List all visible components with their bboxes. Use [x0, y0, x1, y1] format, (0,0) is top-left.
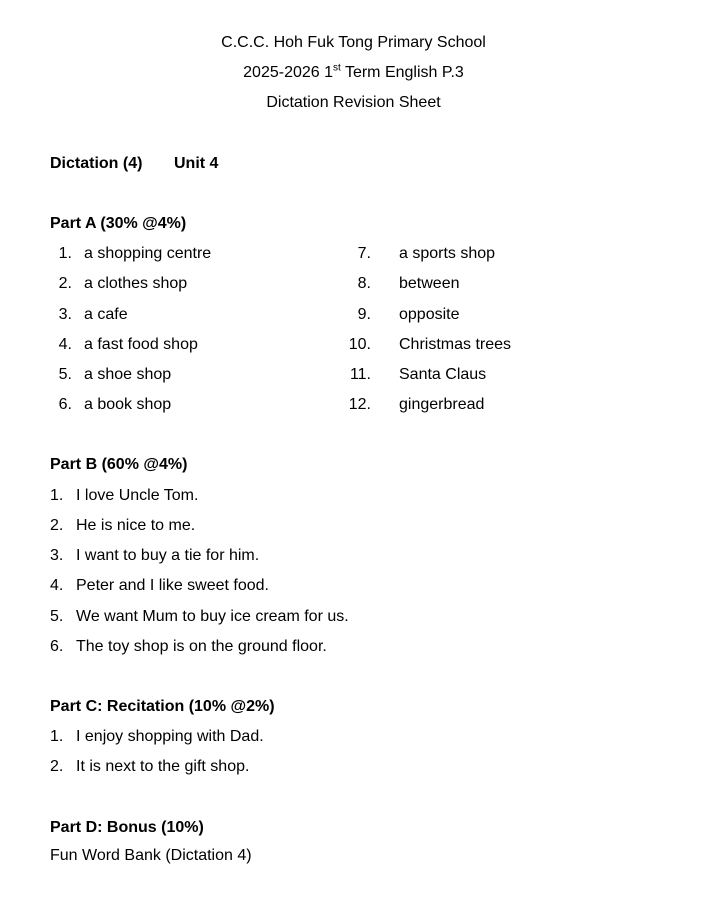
- list-item: a shopping centre: [84, 245, 212, 262]
- part-d-heading: Part D: Bonus (10%): [50, 819, 204, 836]
- list-item-number: 8.: [357, 275, 371, 292]
- list-item: a shoe shop: [84, 366, 172, 383]
- list-item-number: 11.: [349, 366, 371, 383]
- list-item: a cafe: [84, 306, 128, 323]
- list-item-number: 4.: [58, 336, 72, 353]
- list-item: It is next to the gift shop.: [76, 758, 250, 775]
- sheet-title: Dictation Revision Sheet: [266, 94, 441, 111]
- term-label: Term English P.3: [340, 64, 464, 81]
- list-item-number: 1.: [58, 245, 72, 262]
- list-item: The toy shop is on the ground floor.: [76, 638, 327, 655]
- list-item: I love Uncle Tom.: [76, 487, 199, 504]
- list-item-number: 2.: [58, 275, 72, 292]
- list-item: a fast food shop: [84, 336, 198, 353]
- part-b-heading: Part B (60% @4%): [50, 456, 188, 473]
- year-label: 2025-2026 1: [243, 64, 334, 81]
- list-item-number: 5.: [50, 608, 64, 625]
- list-item: opposite: [399, 306, 460, 323]
- list-item: a clothes shop: [84, 275, 188, 292]
- list-item-number: 6.: [50, 638, 64, 655]
- ordinal-suffix: st: [333, 62, 341, 74]
- term-title: [0, 63, 707, 83]
- list-item: Christmas trees: [399, 336, 512, 353]
- list-item-number: 4.: [50, 577, 64, 594]
- list-item: Peter and I like sweet food.: [76, 577, 269, 594]
- part-a-heading: Part A (30% @4%): [50, 215, 187, 232]
- list-item: between: [399, 275, 460, 292]
- list-item-number: 10.: [348, 336, 371, 353]
- list-item-number: 2.: [50, 758, 64, 775]
- list-item-number: 3.: [50, 547, 64, 564]
- list-item-number: 3.: [58, 306, 72, 323]
- list-item: He is nice to me.: [76, 517, 196, 534]
- list-item-number: 9.: [357, 306, 371, 323]
- unit-label: Unit 4: [174, 155, 219, 172]
- dictation-label: Dictation (4): [50, 155, 143, 172]
- list-item-number: 7.: [357, 245, 371, 262]
- list-item: We want Mum to buy ice cream for us.: [76, 608, 349, 625]
- list-item: Santa Claus: [399, 366, 487, 383]
- list-item: gingerbread: [399, 396, 485, 413]
- word-bank-label: Fun Word Bank (Dictation 4): [50, 847, 252, 864]
- list-item: a book shop: [84, 396, 172, 413]
- list-item-number: 5.: [58, 366, 72, 383]
- list-item: I want to buy a tie for him.: [76, 547, 260, 564]
- school-name: C.C.C. Hoh Fuk Tong Primary School: [221, 34, 486, 51]
- list-item-number: 1.: [50, 487, 64, 504]
- list-item-number: 1.: [50, 728, 64, 745]
- list-item-number: 12.: [348, 396, 371, 413]
- list-item: a sports shop: [399, 245, 496, 262]
- list-item: I enjoy shopping with Dad.: [76, 728, 264, 745]
- part-c-heading: Part C: Recitation (10% @2%): [50, 698, 275, 715]
- list-item-number: 6.: [58, 396, 72, 413]
- list-item-number: 2.: [50, 517, 64, 534]
